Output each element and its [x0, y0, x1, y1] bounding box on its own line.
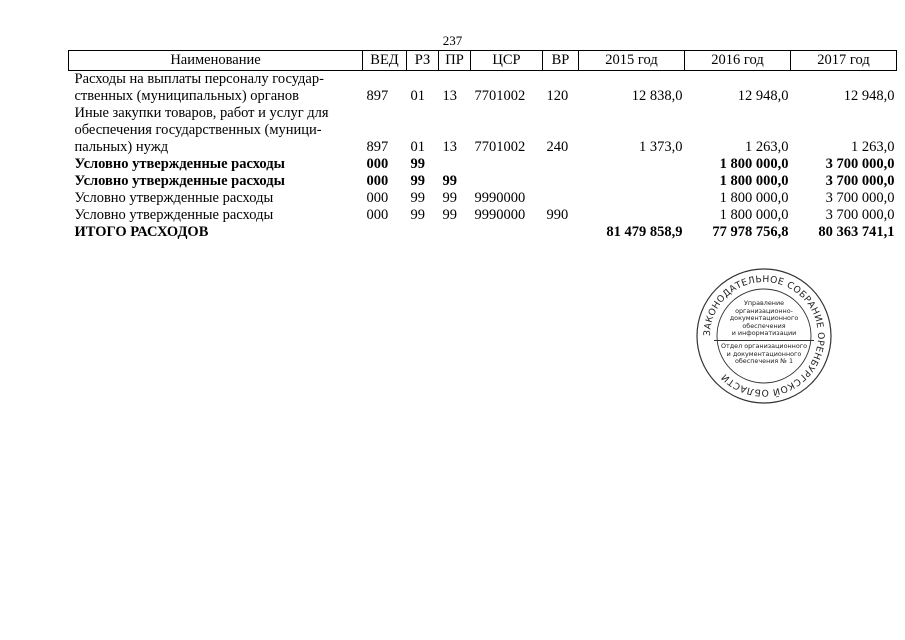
row-name: Условно утвержденные расходы	[74, 190, 274, 206]
row-2017: 3 700 000,0	[825, 190, 895, 206]
table-row	[69, 190, 897, 207]
row-ved: 000	[366, 190, 389, 206]
row-csr	[471, 156, 543, 173]
row-rz: 99	[410, 156, 425, 172]
row-vr	[543, 224, 579, 241]
row-2017: 3 700 000,0	[825, 207, 895, 223]
row-vr	[543, 156, 579, 173]
row-name: ИТОГО РАСХОДОВ	[74, 224, 209, 240]
row-2015	[579, 190, 685, 207]
row-2015	[579, 156, 685, 173]
row-ved	[363, 224, 407, 241]
row-ved: 897	[366, 139, 389, 155]
row-vr	[543, 173, 579, 190]
header-vr: ВР	[543, 51, 579, 71]
header-2016: 2016 год	[685, 51, 791, 71]
row-ved: 000	[366, 173, 389, 189]
row-2016: 1 800 000,0	[719, 173, 789, 189]
row-csr	[471, 173, 543, 190]
row-2017: 80 363 741,1	[818, 224, 895, 240]
table-row	[69, 105, 897, 156]
row-vr: 990	[546, 207, 569, 223]
row-2016: 1 800 000,0	[719, 190, 789, 206]
header-ved: ВЕД	[363, 51, 407, 71]
row-pr: 99	[442, 190, 457, 206]
stamp-line: Управление	[743, 299, 785, 307]
row-rz: 01	[410, 139, 425, 155]
row-csr: 9990000	[474, 190, 526, 206]
header-rz: РЗ	[407, 51, 439, 71]
row-2016: 1 263,0	[745, 139, 789, 155]
stamp-line: обеспечения № 1	[734, 357, 794, 366]
row-rz	[407, 224, 439, 241]
stamp-line: и информатизации	[731, 329, 797, 338]
table-row-total	[69, 224, 897, 241]
row-name: Условно утвержденные расходы	[74, 173, 285, 189]
row-pr: 13	[442, 139, 457, 155]
budget-table	[68, 50, 897, 241]
stamp-ring-text: ЗАКОНОДАТЕЛЬНОЕ СОБРАНИЕ ОРЕНБУРГСКОЙ ОБЛАСТИ	[701, 273, 827, 399]
row-pr: 13	[442, 88, 457, 104]
row-2016: 12 948,0	[737, 88, 789, 104]
row-2015: 81 479 858,9	[606, 224, 683, 240]
row-pr: 99	[442, 207, 457, 223]
row-rz: 99	[410, 207, 425, 223]
row-ved: 897	[366, 88, 389, 104]
row-csr: 7701002	[474, 88, 526, 104]
row-pr	[439, 156, 471, 173]
row-2015: 1 373,0	[639, 139, 683, 155]
header-2017: 2017 год	[791, 51, 897, 71]
page-number: 237	[442, 33, 463, 48]
row-vr: 240	[546, 139, 569, 155]
header-pr: ПР	[439, 51, 471, 71]
table-header-row	[69, 51, 897, 71]
row-rz: 99	[410, 190, 425, 206]
row-2017: 12 948,0	[843, 88, 895, 104]
stamp-line: обеспечения	[742, 321, 786, 330]
row-rz: 01	[410, 88, 425, 104]
row-vr	[543, 190, 579, 207]
table-row	[69, 71, 897, 106]
row-2016: 1 800 000,0	[719, 156, 789, 172]
row-2017: 1 263,0	[851, 139, 895, 155]
header-2015: 2015 год	[579, 51, 685, 71]
row-csr	[471, 224, 543, 241]
stamp-inner-text	[714, 300, 814, 380]
stamp-line: организационно-	[735, 306, 793, 315]
header-name: Наименование	[69, 51, 363, 71]
row-name: Расходы на выплаты персоналу государ-ственных (муниципальных) органов	[74, 71, 324, 104]
row-rz: 99	[410, 173, 425, 189]
row-vr: 120	[546, 88, 569, 104]
row-2017: 3 700 000,0	[825, 173, 895, 189]
table-row	[69, 156, 897, 173]
official-stamp	[694, 266, 834, 406]
row-name: Иные закупки товаров, работ и услуг для обеспечения государственных (муници-пальных) нужд	[74, 105, 329, 155]
row-name: Условно утвержденные расходы	[74, 207, 274, 223]
stamp-line: Отдел организационного	[720, 341, 808, 350]
row-csr: 9990000	[474, 207, 526, 223]
row-2016: 1 800 000,0	[719, 207, 789, 223]
table-row	[69, 173, 897, 190]
row-pr: 99	[442, 173, 457, 189]
row-name: Условно утвержденные расходы	[74, 156, 285, 172]
header-csr: ЦСР	[471, 51, 543, 71]
row-2016: 77 978 756,8	[712, 224, 789, 240]
row-pr	[439, 224, 471, 241]
row-csr: 7701002	[474, 139, 526, 155]
row-2015	[579, 207, 685, 224]
row-2015	[579, 173, 685, 190]
stamp-line: и документационного	[726, 349, 802, 358]
row-2015: 12 838,0	[631, 88, 683, 104]
stamp-line: документационного	[729, 314, 799, 323]
row-2017: 3 700 000,0	[825, 156, 895, 172]
row-ved: 000	[366, 207, 389, 223]
row-ved: 000	[366, 156, 389, 172]
table-row	[69, 207, 897, 224]
